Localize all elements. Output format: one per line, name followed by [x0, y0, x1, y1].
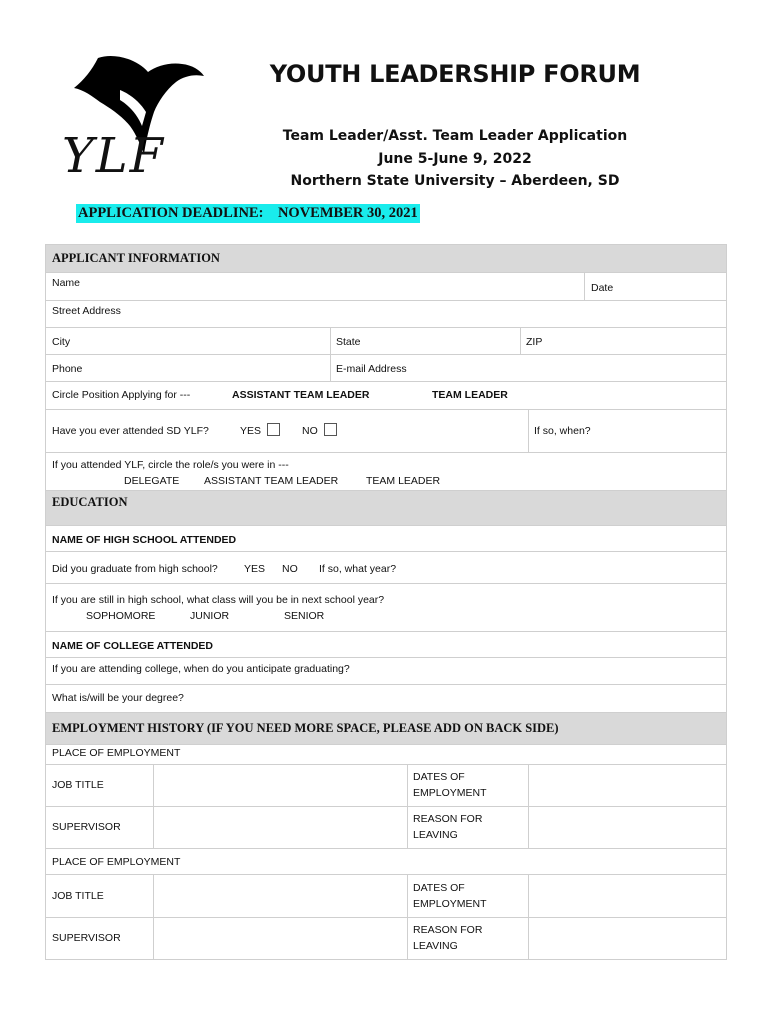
class-senior[interactable]: SENIOR [284, 610, 325, 622]
row-degree [46, 685, 726, 713]
row-place-of-employment-1 [46, 745, 726, 765]
row-supervisor-2 [46, 918, 726, 960]
row-graduated-hs [46, 552, 726, 584]
section-applicant-information [46, 245, 726, 273]
college-label: NAME OF COLLEGE ATTENDED [52, 640, 213, 652]
row-college-name [46, 632, 726, 658]
email-label: E-mail Address [336, 363, 407, 375]
row-previous-role [46, 453, 726, 491]
role-delegate[interactable]: DELEGATE [124, 475, 180, 487]
graduate-no[interactable]: NO [282, 563, 298, 575]
row-name-date [46, 273, 726, 301]
degree-question: What is/will be your degree? [52, 692, 184, 704]
job-title-label: JOB TITLE [52, 890, 104, 902]
state-label: State [336, 336, 361, 348]
yes-label: YES [240, 425, 262, 437]
dates-line1: DATES OF [413, 882, 465, 894]
graduate-question: Did you graduate from high school? [52, 563, 218, 575]
deadline-date: NOVEMBER 30, 2021 [277, 205, 418, 221]
section-education [46, 491, 726, 526]
position-assistant-team-leader[interactable]: ASSISTANT TEAM LEADER [232, 389, 370, 401]
street-address-label: Street Address [52, 305, 121, 317]
position-team-leader[interactable]: TEAM LEADER [432, 389, 508, 401]
row-job-title-2 [46, 875, 726, 918]
dates-line2: EMPLOYMENT [413, 787, 487, 799]
place-of-employment-label: PLACE OF EMPLOYMENT [52, 747, 181, 759]
row-hs-class [46, 584, 726, 632]
class-junior[interactable]: JUNIOR [190, 610, 230, 622]
no-checkbox[interactable] [324, 423, 337, 436]
what-year-label: If so, what year? [319, 563, 397, 575]
section-heading: EMPLOYMENT HISTORY (IF YOU NEED MORE SPACE, PLEASE ADD ON BACK SIDE) [52, 721, 559, 735]
position-question: Circle Position Applying for --- [52, 389, 191, 401]
role-question: If you attended YLF, circle the role/s you were in --- [52, 459, 289, 471]
role-assistant-team-leader[interactable]: ASSISTANT TEAM LEADER [204, 475, 339, 487]
application-form [45, 244, 727, 960]
job-title-label: JOB TITLE [52, 779, 104, 791]
dates-of-employment-label [413, 880, 487, 912]
date-label: Date [591, 282, 614, 294]
graduate-yes[interactable]: YES [244, 563, 266, 575]
reason-line1: REASON FOR [413, 813, 483, 825]
row-supervisor-1 [46, 807, 726, 849]
attended-question: Have you ever attended SD YLF? [52, 425, 209, 437]
row-place-of-employment-2 [46, 849, 726, 875]
application-deadline [76, 204, 420, 223]
zip-label: ZIP [526, 336, 543, 348]
college-graduation-question: If you are attending college, when do you anticipate graduating? [52, 663, 350, 675]
if-so-when-label: If so, when? [534, 425, 591, 437]
logo-text: YLF [62, 128, 165, 184]
reason-line1: REASON FOR [413, 924, 483, 936]
section-heading: EDUCATION [52, 495, 128, 509]
reason-line2: LEAVING [413, 829, 458, 841]
section-employment-history [46, 713, 726, 745]
attended-no-option [302, 423, 337, 437]
class-question: If you are still in high school, what class will you be in next school year? [52, 594, 385, 606]
class-sophomore[interactable]: SOPHOMORE [86, 610, 156, 622]
ylf-logo [60, 50, 210, 190]
dates-line2: EMPLOYMENT [413, 898, 487, 910]
role-team-leader[interactable]: TEAM LEADER [366, 475, 441, 487]
row-high-school-name [46, 526, 726, 552]
dates-of-employment-label [413, 769, 487, 801]
subtitle-location: Northern State University – Aberdeen, SD [290, 173, 620, 189]
row-city-state-zip [46, 328, 726, 355]
subtitle-application: Team Leader/Asst. Team Leader Application [282, 128, 628, 144]
attended-yes-option [240, 423, 280, 437]
row-street-address [46, 301, 726, 328]
deadline-label: APPLICATION DEADLINE: [78, 205, 264, 221]
place-of-employment-label: PLACE OF EMPLOYMENT [52, 856, 181, 868]
high-school-label: NAME OF HIGH SCHOOL ATTENDED [52, 534, 237, 546]
supervisor-label: SUPERVISOR [52, 821, 121, 833]
row-college-graduation [46, 658, 726, 685]
supervisor-label: SUPERVISOR [52, 932, 121, 944]
row-position [46, 382, 726, 410]
subtitle-dates: June 5-June 9, 2022 [378, 151, 532, 167]
row-phone-email [46, 355, 726, 382]
reason-line2: LEAVING [413, 940, 458, 952]
no-label: NO [302, 425, 318, 437]
reason-for-leaving-label [413, 811, 482, 843]
phone-label: Phone [52, 363, 83, 375]
city-label: City [52, 336, 71, 348]
yes-checkbox[interactable] [267, 423, 280, 436]
reason-for-leaving-label [413, 922, 482, 954]
dates-line1: DATES OF [413, 771, 465, 783]
row-job-title-1 [46, 765, 726, 807]
name-label: Name [52, 277, 81, 289]
section-heading: APPLICANT INFORMATION [52, 251, 220, 265]
page-title: YOUTH LEADERSHIP FORUM [269, 60, 641, 88]
row-attended-ylf [46, 410, 726, 453]
